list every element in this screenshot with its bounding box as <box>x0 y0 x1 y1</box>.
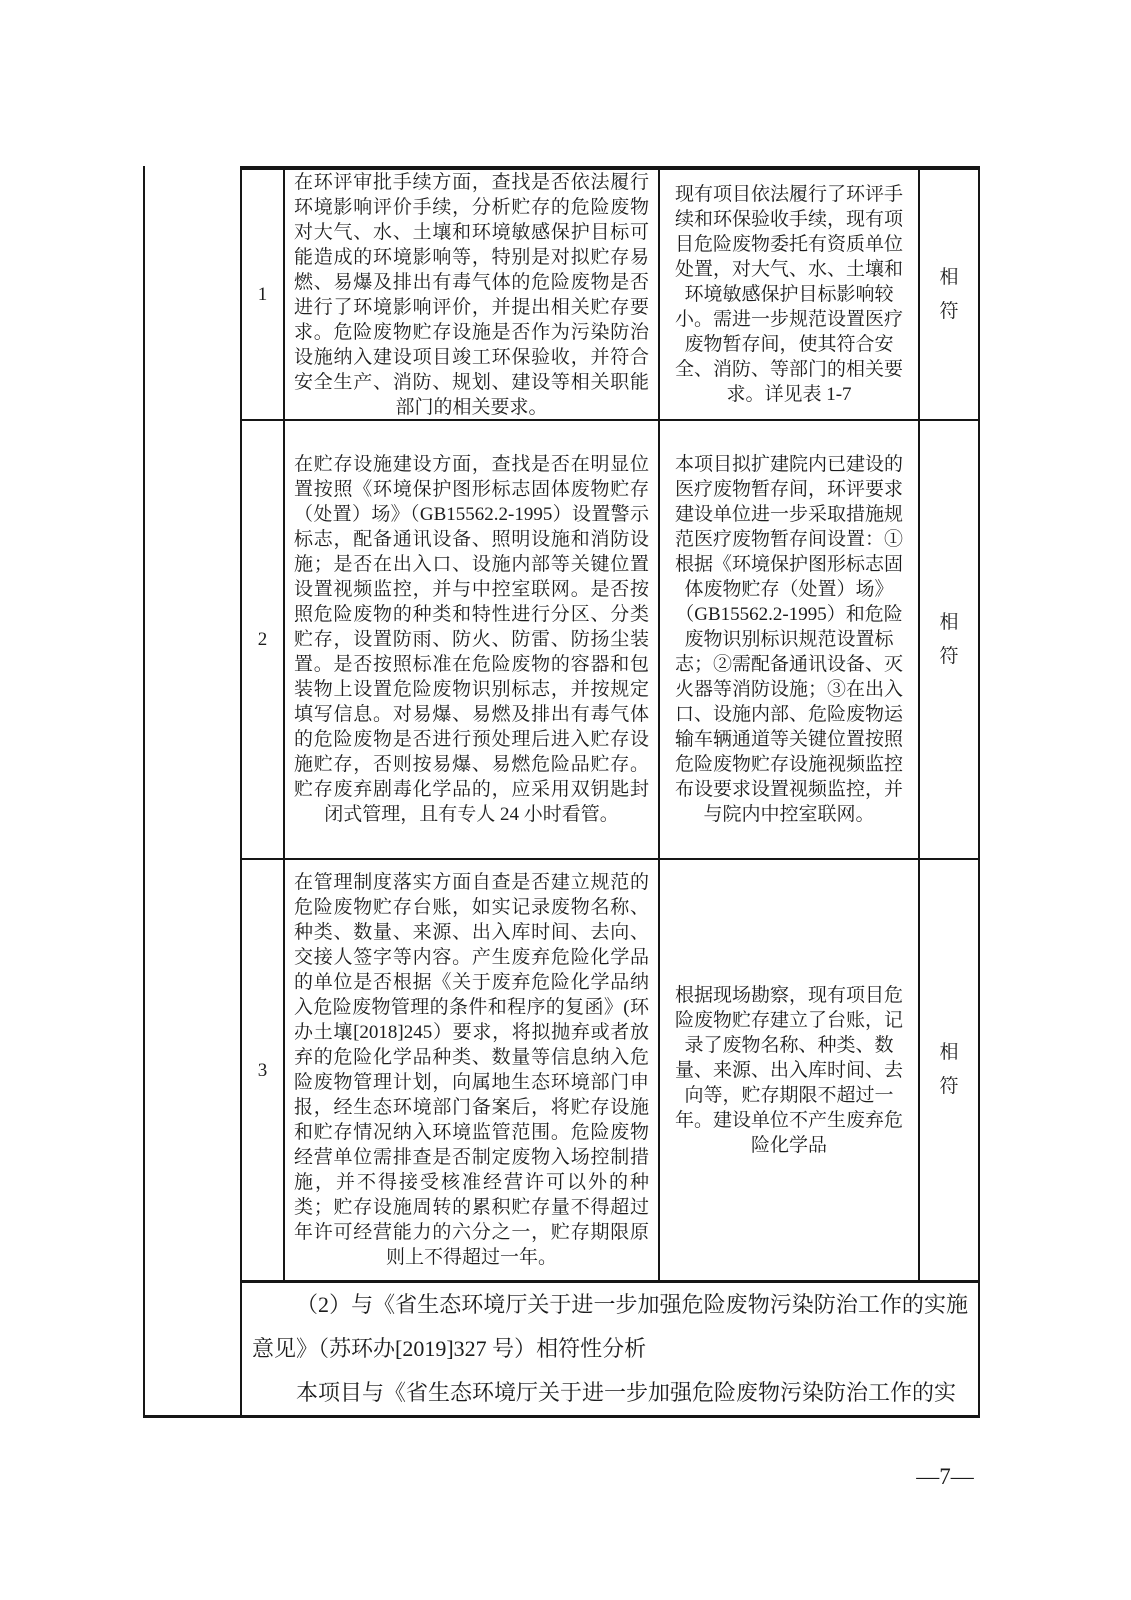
checklist-row-3 <box>242 860 978 1283</box>
conformity-status-cell <box>920 421 978 858</box>
conformity-status-cell <box>920 170 978 419</box>
check-result-cell: 本项目拟扩建院内已建设的医疗废物暂存间，环评要求建设单位进一步采取措施规范医疗废物暂存间设置：①根据《环境保护图形标志固体废物贮存（处置）场》（GB15562.2-1995）和危险废物识别标识规范设置标志；②需配备通讯设备、灭火器等消防设施；③在出入口、设施内部、危险废物运输车辆通道等关键位置按照危险废物贮存设施视频监控布设要求设置视频监控，并与院内中控室联网。 <box>660 421 920 858</box>
row-number-cell: 3 <box>242 860 285 1280</box>
analysis-note-heading: （2）与《省生态环境厅关于进一步加强危险废物污染防治工作的实施意见》（苏环办[2019]327 号）相符性分析 <box>252 1292 968 1361</box>
self-check-requirement-cell: 在贮存设施建设方面，查找是否在明显位置按照《环境保护图形标志固体废物贮存（处置）场》（GB15562.2-1995）设置警示标志，配备通讯设备、照明设施和消防设施；是否在出入口、设施内部等关键位置设置视频监控，并与中控室联网。是否按照危险废物的种类和特性进行分区、分类贮存，设置防雨、防火、防雷、防扬尘装置。是否按照标准在危险废物的容器和包装物上设置危险废物识别标志，并按规定填写信息。对易爆、易燃及排出有毒气体的危险废物是否进行预处理后进入贮存设施贮存，否则按易爆、易燃危险品贮存。贮存废弃剧毒化学品的，应采用双钥匙封闭式管理，且有专人 24 小时看管。 <box>285 421 660 858</box>
checklist-row-2 <box>242 421 978 860</box>
self-check-requirement-cell: 在环评审批手续方面，查找是否依法履行环境影响评价手续，分析贮存的危险废物对大气、水、土壤和环境敏感保护目标可能造成的环境影响等，特别是对拟贮存易燃、易爆及排出有毒气体的危险废物是否进行了环境影响评价，并提出相关贮存要求。危险废物贮存设施是否作为污染防治设施纳入建设项目竣工环保验收，并符合安全生产、消防、规划、建设等相关职能部门的相关要求。 <box>285 170 660 419</box>
check-result-cell: 根据现场勘察，现有项目危险废物贮存建立了台账，记录了废物名称、种类、数量、来源、出入库时间、去向等，贮存期限不超过一年。建设单位不产生废弃危险化学品 <box>660 860 920 1280</box>
check-result-cell: 现有项目依法履行了环评手续和环保验收手续，现有项目危险废物委托有资质单位处置，对大气、水、土壤和环境敏感保护目标影响较小。需进一步规范设置医疗废物暂存间，使其符合安全、消防、等部门的相关要求。详见表 1-7 <box>660 170 920 419</box>
conformity-status-text: 相符 <box>939 1042 959 1097</box>
checklist-row-1 <box>242 170 978 421</box>
self-check-requirement-cell: 在管理制度落实方面自查是否建立规范的危险废物贮存台账，如实记录废物名称、种类、数量、来源、出入库时间、去向、交接人签字等内容。产生废弃危险化学品的单位是否根据《关于废弃危险化学品纳入危险废物管理的条件和程序的复函》(环办土壤[2018]245）要求，将拟抛弃或者放弃的危险化学品种类、数量等信息纳入危险废物管理计划，向属地生态环境部门申报，经生态环境部门备案后，将贮存设施和贮存情况纳入环境监管范围。危险废物经营单位需排查是否制定废物入场控制措施，并不得接受核准经营许可以外的种类；贮存设施周转的累积贮存量不得超过年许可经营能力的六分之一，贮存期限原则上不得超过一年。 <box>285 860 660 1280</box>
row-number-cell: 1 <box>242 170 285 419</box>
blank-category-cell <box>145 166 242 1415</box>
analysis-note-body: 本项目与《省生态环境厅关于进一步加强危险废物污染防治工作的实 <box>296 1380 957 1405</box>
row-number-cell: 2 <box>242 421 285 858</box>
conformity-status-text: 相符 <box>939 266 959 322</box>
checklist-area <box>242 166 978 1415</box>
analysis-notes-cell <box>242 1283 978 1415</box>
page-number: —7— <box>916 1464 974 1489</box>
compliance-table <box>143 166 980 1418</box>
conformity-status-cell <box>920 860 978 1280</box>
conformity-status-text: 相符 <box>939 611 959 667</box>
